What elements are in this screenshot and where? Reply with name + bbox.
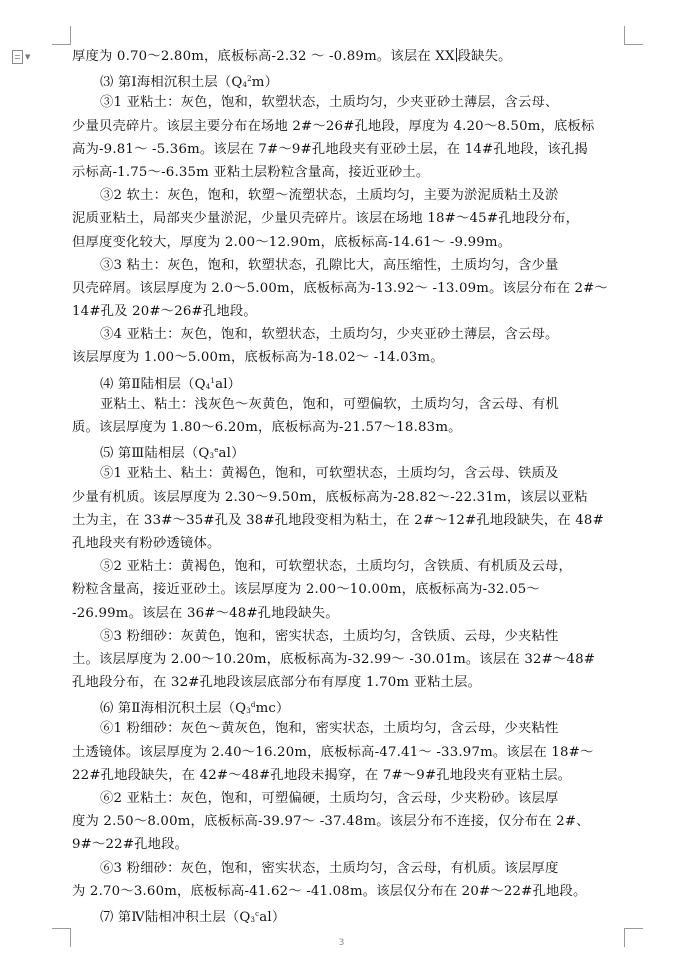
text-line: 少量贝壳碎片。该层主要分布在场地 2#～26#孔地段，厚度为 4.20～8.50m，底板标 xyxy=(72,118,595,134)
section-heading: ⑺ 第Ⅳ陆相冲积土层（Q3$^c$al） xyxy=(100,909,286,925)
text-line: ③2 软土：灰色，饱和，软塑～流塑状态，土质均匀，主要为淤泥质粘土及淤 xyxy=(100,188,559,204)
document-options-icon[interactable] xyxy=(12,50,34,64)
text-line: ③1 亚粘土：灰色，饱和，软塑状态，土质均匀，少夹亚砂土薄层，含云母、 xyxy=(100,95,559,111)
text-line: 粉粒含量高，接近亚砂土。该层厚度为 2.00～10.00m，底板标高为-32.05～ xyxy=(72,582,540,598)
section-heading: ⑷ 第Ⅱ陆相层$(Q4^1al)$ xyxy=(100,376,242,392)
text-line: ⑤1 亚粘土、粘土：黄褐色，饱和，可软塑状态，土质均匀，含云母、铁质及 xyxy=(100,466,559,482)
text-line: ⑤3 粉细砂：灰黄色，饱和，密实状态，土质均匀，含铁质、云母，少夹粘性 xyxy=(100,628,559,644)
text-line: 为 2.70～3.60m，底板标高-41.62～ -41.08m。该层仅分布在 20#～22#孔地段。 xyxy=(72,883,587,899)
text-line: ⑥3 粉细砂：灰色，饱和，密实状态，土质均匀，含云母，有机质。该层厚度 xyxy=(100,860,559,876)
text-line: 但厚度变化较大，厚度为 2.00～12.90m，底板标高-14.61～ -9.99m。 xyxy=(72,234,512,250)
text-line: 孔地段夹有粉砂透镜体。 xyxy=(72,535,221,551)
text-line: ⑥1 粉细砂：灰色～黄灰色，饱和，密实状态，土质均匀，含云母，少夹粘性 xyxy=(100,721,559,737)
page-body xyxy=(72,45,624,926)
text-line: 质。该层厚度为 1.80～6.20m，底板标高为-21.57～18.83m。 xyxy=(72,420,462,435)
section-heading: ⑹ 第Ⅱ海相沉积土层（Q3$^d$mc） xyxy=(100,701,290,717)
text-cursor xyxy=(456,48,457,62)
crop-mark-top-right xyxy=(624,26,643,45)
text-line: 度为 2.50～8.00m，底板标高-39.97～ -37.48m。该层分布不连接，仅分布在 2#、 xyxy=(72,814,590,830)
section-heading: ⑸ 第Ⅲ陆相层（Q3eal） xyxy=(100,446,245,462)
page-number: 3 xyxy=(338,938,345,948)
crop-mark-top-left xyxy=(52,26,71,45)
document-sheet-icon xyxy=(12,50,23,64)
text-line: 土为主，在 33#～35#孔及 38#孔地段变相为粘土，在 2#～12#孔地段缺失，在 48# xyxy=(72,512,604,528)
text-line: -26.99m。该层在 36#～48#孔地段缺失。 xyxy=(72,605,339,621)
text-line: 泥质亚粘土，局部夹少量淤泥，少量贝壳碎片。该层在场地 18#～45#孔地段分布， xyxy=(72,211,580,227)
text-line: ③3 粘土：灰色，饱和，软塑状态，孔隙比大，高压缩性，土质均匀，含少量 xyxy=(100,257,559,273)
section-heading: ⑶ 第Ⅰ海相沉积土层$(Q4^2m)$ xyxy=(100,75,279,91)
text-line: 22#孔地段缺失，在 42#～48#孔地段未揭穿，在 7#～9#孔地段夹有亚粘土层。 xyxy=(72,767,572,783)
text-line: 少量有机质。该层厚度为 2.30～9.50m，底板标高为-28.82～-22.31m，该层以亚粘 xyxy=(72,489,588,505)
text-line: 14#孔及 20#～26#孔地段。 xyxy=(72,304,257,320)
text-line: 孔地段分布，在 32#孔地段该层底部分布有厚度 1.70m 亚粘土层。 xyxy=(72,675,482,691)
text-line: 该层厚度为 1.00～5.00m，底板标高为-18.02～ -14.03m。 xyxy=(72,350,444,366)
text-line: ③4 亚粘土：灰色，饱和，软塑状态，土质均匀，少夹亚砂土薄层，含云母。 xyxy=(100,327,559,343)
text-line: 土透镜体。该层厚度为 2.40～16.20m，底板标高-47.41～ -33.97m。该层在 18#～ xyxy=(72,744,594,760)
text-line: 高为-9.81～ -5.36m。该层在 7#～9#孔地段夹有亚砂土层，在 14#孔地段，该孔揭 xyxy=(72,141,588,157)
chevron-down-icon: ▼ xyxy=(25,52,31,61)
text-line: 示标高-1.75～-6.35m 亚粘土层粉粒含量高，接近亚砂土。 xyxy=(72,164,430,180)
text-line: 厚度为 0.70～2.80m，底板标高-2.32 ～ -0.89m。该层在 XX 段缺失。 xyxy=(72,49,512,64)
text-line: ⑥2 亚粘土：灰色，饱和，可塑偏硬，土质均匀，含云母，少夹粉砂。该层厚 xyxy=(100,791,559,806)
text-line: 土。该层厚度为 2.00～10.20m，底板标高为-32.99～ -30.01m。该层在 32#～48# xyxy=(72,651,596,667)
text-line: 贝壳碎屑。该层厚度为 2.0～5.00m，底板标高为-13.92～ -13.09m。该层分布在 2#～ xyxy=(72,280,608,296)
text-line: ⑤2 亚粘土：黄褐色，饱和，可软塑状态，土质均匀，含铁质、有机质及云母， xyxy=(100,559,572,575)
text-line: 9#～22#孔地段。 xyxy=(72,837,189,853)
text-line: 亚粘土、粘土：浅灰色～灰黄色，饱和，可塑偏软，土质均匀，含云母、有机 xyxy=(100,396,559,412)
